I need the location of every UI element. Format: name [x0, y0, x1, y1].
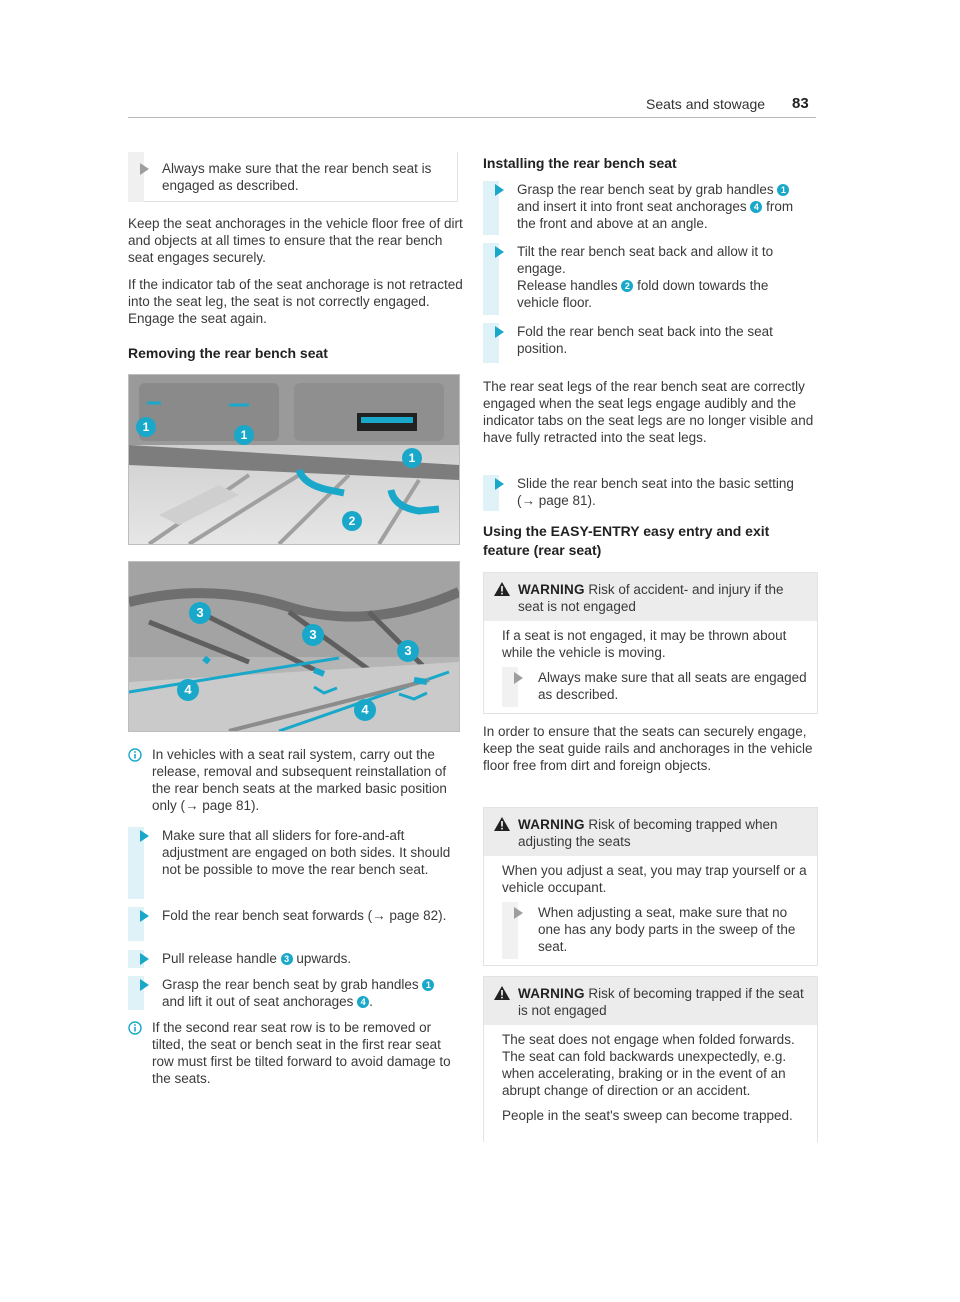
callout-2: 2	[621, 280, 633, 292]
rear-bench-seat-image-2	[128, 561, 460, 732]
callout-4: 4	[750, 201, 762, 213]
page-number: 83	[792, 95, 809, 112]
warning-box-trapped-not-engaged: WARNING Risk of becoming trapped if the seat is not engaged The seat does not engage when folded forwards. The seat can fold backwards unexpectedly, e.g. when accelerating, braking or in the event of an abrupt change of direction or an accident. People in the seat's sweep can become trapped.	[483, 976, 818, 1142]
callout-3: 3	[189, 602, 211, 624]
warning-box-accident: WARNING Risk of accident- and injury if the seat is not engaged If a seat is not engaged, it may be thrown about while the vehicle is moving. Always make sure that all seats are engaged as described.	[483, 572, 818, 714]
heading-easy-entry: Using the EASY-ENTRY easy entry and exit feature (rear seat)	[483, 523, 770, 558]
paragraph-indicator-tab: If the indicator tab of the seat anchorage is not retracted into the seat leg, the seat is not correctly engaged. Engage the seat again.	[128, 277, 463, 326]
paragraph-seat-guide: In order to ensure that the seats can securely engage, keep the seat guide rails and anchorages in the vehicle floor free from dirt and foreign objects.	[483, 724, 813, 773]
warning-triangle-icon	[494, 582, 510, 596]
warning-triangle-icon	[494, 817, 510, 831]
callout-3: 3	[302, 624, 324, 646]
info-icon	[128, 748, 142, 762]
callout-1: 1	[777, 184, 789, 196]
paragraph-anchorages: Keep the seat anchorages in the vehicle floor free of dirt and objects at all times to ensure that the rear bench seat engages securely.	[128, 216, 463, 265]
warning-box-trapped-adjusting: WARNING Risk of becoming trapped when adjusting the seats When you adjust a seat, you may trap yourself or a vehicle occupant. When adjusting a seat, make sure that no one has any body parts in the sweep of the seat.	[483, 807, 818, 966]
callout-4: 4	[357, 996, 369, 1008]
info-icon	[128, 1021, 142, 1035]
step-pull-handle: Pull release handle 3 upwards.	[128, 950, 458, 968]
callout-4: 4	[354, 699, 376, 721]
callout-3: 3	[397, 640, 419, 662]
callout-4: 4	[177, 679, 199, 701]
callout-1: 1	[234, 425, 254, 445]
heading-installing: Installing the rear bench seat	[483, 155, 677, 171]
section-title: Seats and stowage	[646, 96, 766, 112]
step-slide-basic: Slide the rear bench seat into the basic setting (→ page 81).	[483, 475, 813, 511]
callout-1: 1	[136, 417, 156, 437]
header-divider	[128, 117, 816, 118]
step-fold-back: Fold the rear bench seat back into the seat position.	[483, 323, 813, 363]
top-step-box	[128, 152, 458, 202]
note-second-row: If the second rear seat row is to be removed or tilted, the seat or bench seat in the first rear seat row must first be tilted forward to avoid damage to the seats.	[152, 1020, 451, 1086]
step-fold-forwards: Fold the rear bench seat forwards (→ page 82).	[128, 907, 458, 941]
step-grasp-insert: Grasp the rear bench seat by grab handles 1 and insert it into front seat anchorages 4 from the front and above at an angle.	[483, 181, 813, 235]
heading-removing: Removing the rear bench seat	[128, 345, 328, 361]
paragraph-seat-legs: The rear seat legs of the rear bench seat are correctly engaged when the seat legs engage audibly and the indicator tabs on the seat legs are no longer visible and have fully retracted into the seat legs.	[483, 379, 814, 445]
warning-triangle-icon	[494, 986, 510, 1000]
step-tilt-back: Tilt the rear bench seat back and allow it to engage. Release handles 2 fold down towards the vehicle floor.	[483, 243, 813, 315]
callout-2: 2	[342, 511, 362, 531]
callout-1: 1	[402, 448, 422, 468]
top-step-text: Always make sure that the rear bench seat is engaged as described.	[162, 161, 432, 193]
note-seat-rail: In vehicles with a seat rail system, carry out the release, removal and subsequent reinstallation of the rear bench seats at the marked basic position only (→ page 81).	[152, 747, 447, 813]
step-sliders: Make sure that all sliders for fore-and-aft adjustment are engaged on both sides. It should not be possible to move the rear bench seat.	[128, 827, 458, 899]
callout-1: 1	[422, 979, 434, 991]
callout-3: 3	[281, 953, 293, 965]
step-lift-out: Grasp the rear bench seat by grab handles 1 and lift it out of seat anchorages 4 .	[128, 976, 458, 1010]
rear-bench-seat-image-1	[128, 374, 460, 545]
